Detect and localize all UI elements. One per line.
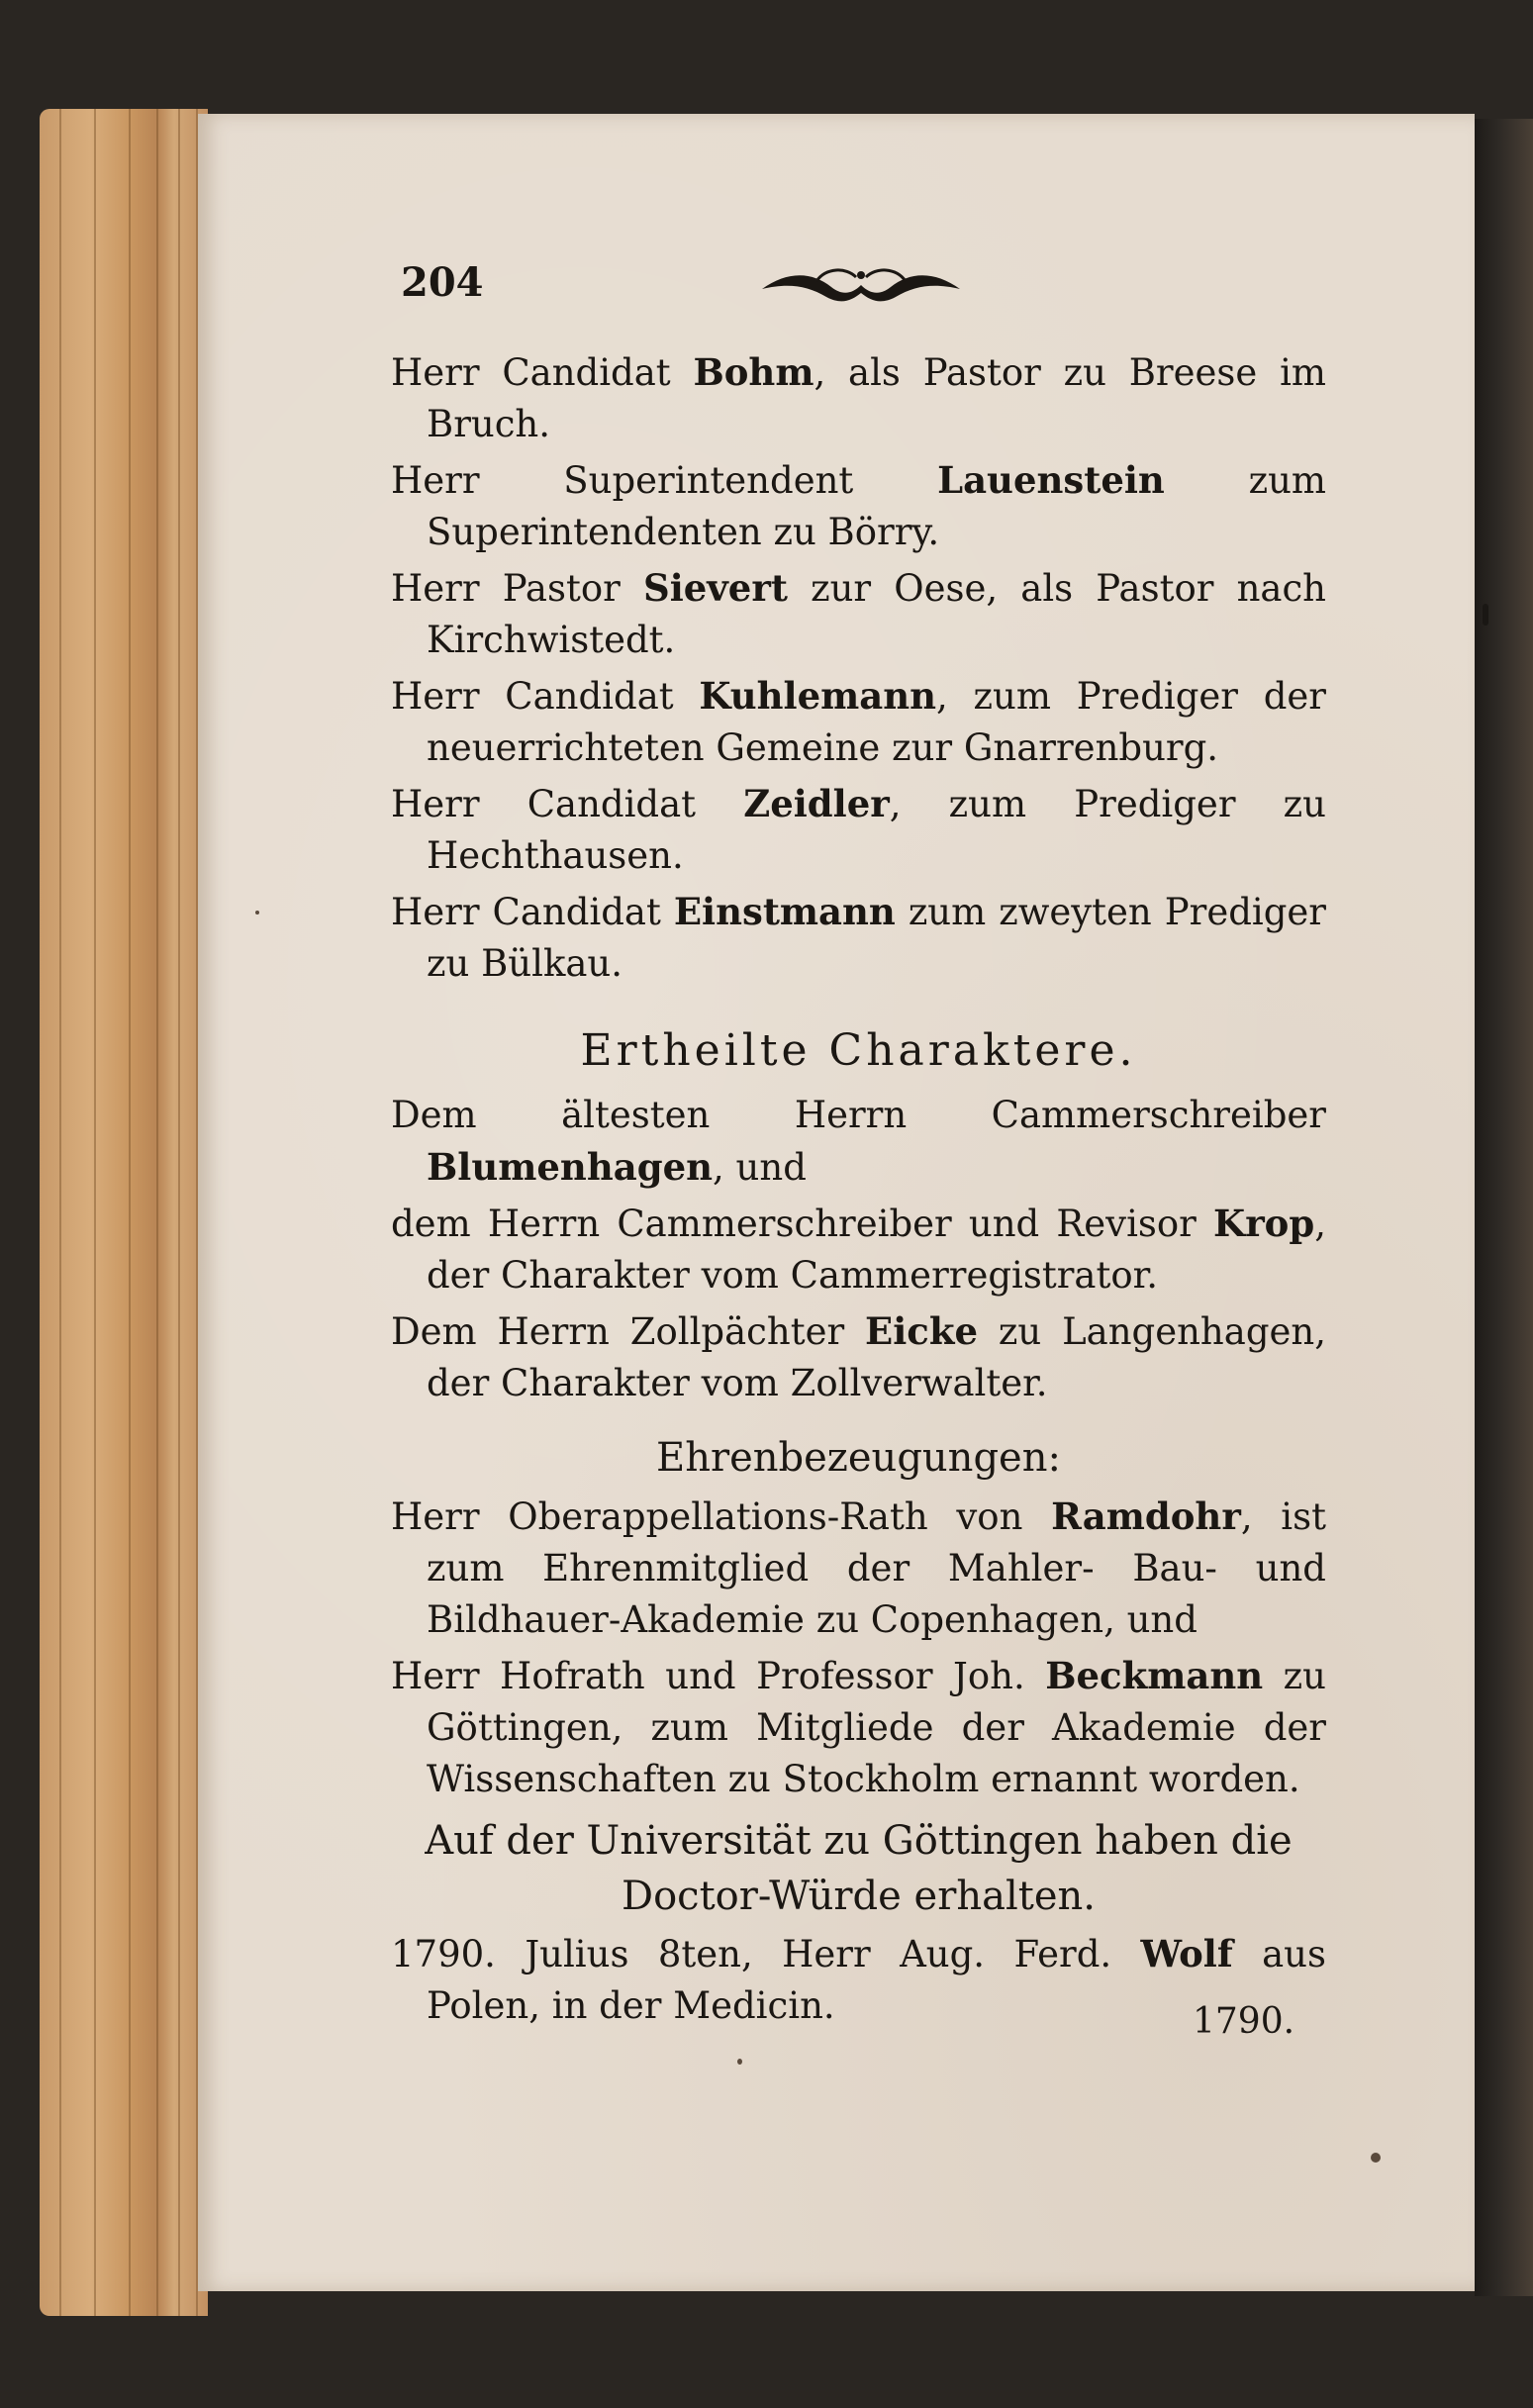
section-title-honours: Ehrenbezeugungen: — [656, 1435, 1061, 1481]
list-item: Herr Candidat Bohm, als Pastor zu Breese im Bruch. — [391, 350, 1327, 445]
honours-list — [391, 1491, 1326, 1805]
list-item: Dem Herrn Zollpächter Eicke zu Langenhagen, der Charakter vom Zollverwalter. — [391, 1309, 1326, 1404]
catchword: 1790. — [1193, 2001, 1295, 2042]
list-item: Herr Candidat Kuhlemann, zum Prediger der neuerrichteten Gemeine zur Gnarrenburg. — [391, 674, 1326, 769]
ornament-icon — [757, 261, 965, 311]
list-item: Herr Oberappellations-Rath von Ramdohr, ist zum Ehrenmitglied der Mahler- Bau- und Bildhauer-Akademie zu Copenhagen, und — [391, 1494, 1326, 1641]
list-item: Herr Superintendent Lauenstein zum Superintendenten zu Börry. — [391, 458, 1327, 553]
page-header — [401, 259, 1311, 319]
university-entry: 1790. Julius 8ten, Herr Aug. Ferd. Wolf aus Polen, in der Medicin. — [391, 1932, 1327, 2027]
characters-list — [391, 1090, 1326, 1409]
list-item: Herr Hofrath und Professor Joh. Beckmann zu Göttingen, zum Mitgliede der Akademie der Wissenschaften zu Stockholm ernannt worden. — [391, 1654, 1326, 1800]
university-heading: Auf der Universität zu Göttingen haben die Doctor-Würde erhalten. — [425, 1818, 1293, 1919]
list-item: Herr Pastor Sievert zur Oese, als Pastor nach Kirchwistedt. — [391, 566, 1327, 661]
book-spine — [1475, 119, 1533, 2296]
list-item: Herr Candidat Einstmann zum zweyten Prediger zu Bülkau. — [391, 890, 1326, 985]
book-page-edges — [40, 109, 208, 2316]
page-text — [391, 346, 1326, 2036]
page-number: 204 — [401, 259, 484, 306]
list-item: Dem ältesten Herrn Cammerschreiber Blumenhagen, und — [391, 1094, 1326, 1189]
list-item: Herr Candidat Zeidler, zum Prediger zu Hechthausen. — [391, 782, 1326, 877]
section-title-characters: Ertheilte Charaktere. — [580, 1025, 1137, 1076]
appointments-list — [391, 346, 1326, 990]
list-item: dem Herrn Cammerschreiber und Revisor Krop, der Charakter vom Cammerregistrator. — [391, 1202, 1326, 1297]
